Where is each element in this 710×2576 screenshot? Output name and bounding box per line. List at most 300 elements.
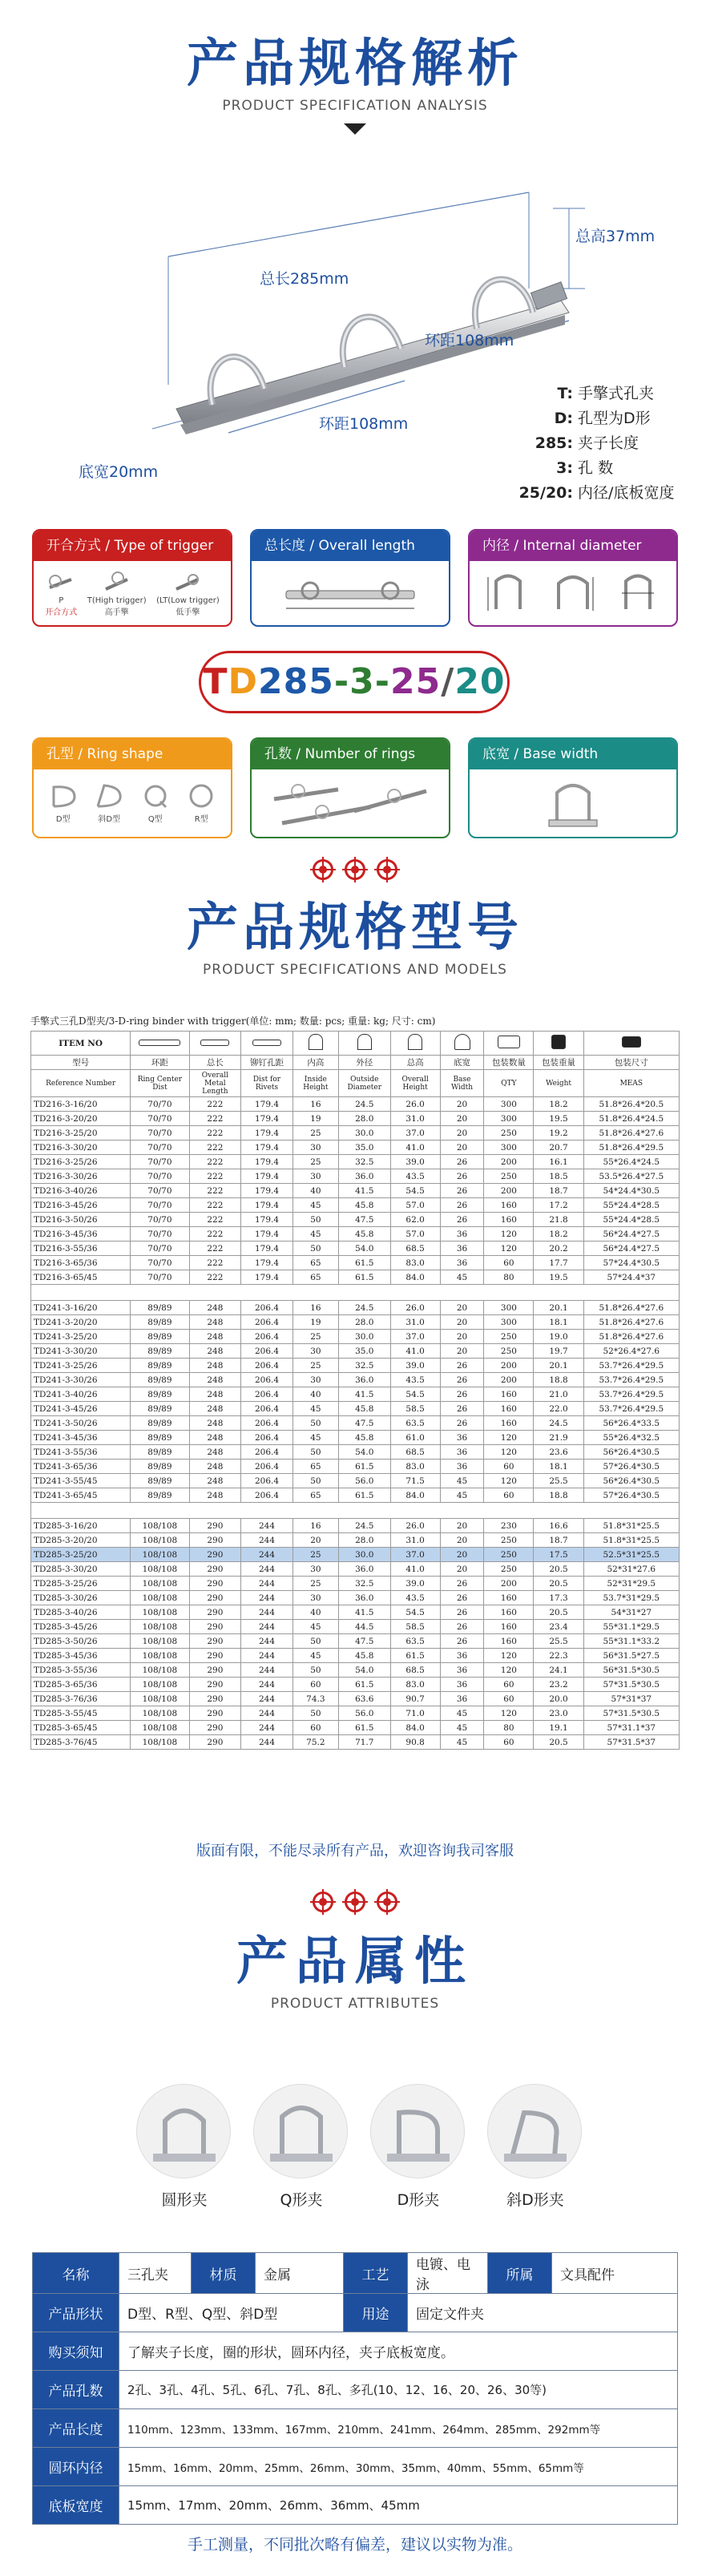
table-cell: 244 (241, 1649, 293, 1663)
table-cell: TD241-3-20/20 (31, 1315, 131, 1330)
table-cell: 108/108 (131, 1706, 189, 1721)
label-total-length: 总长285mm (260, 270, 349, 288)
table-cell: 43.5 (390, 1591, 440, 1605)
table-cell: 17.7 (534, 1256, 583, 1270)
table-cell: 179.4 (241, 1242, 293, 1256)
group-gap-row (31, 1285, 680, 1301)
table-cell: 200 (484, 1184, 534, 1198)
table-cell: TD241-3-45/36 (31, 1431, 131, 1445)
table-cell: 244 (241, 1706, 293, 1721)
table-cell: TD241-3-16/20 (31, 1301, 131, 1315)
table-cell: 61.0 (390, 1431, 440, 1445)
table-cell: 51.8*26.4*24.5 (583, 1112, 679, 1126)
table-cell: 206.4 (241, 1359, 293, 1373)
table-cell: 248 (189, 1387, 241, 1402)
table-cell: 20 (440, 1097, 484, 1112)
table-cell: 20.2 (534, 1242, 583, 1256)
table-cell: 244 (241, 1519, 293, 1533)
table-cell: TD241-3-65/45 (31, 1488, 131, 1503)
table-cell: 36 (440, 1227, 484, 1242)
table-cell: 63.6 (338, 1692, 390, 1706)
table-cell: 70/70 (131, 1242, 189, 1256)
table-cell: 70/70 (131, 1097, 189, 1112)
table-cell: 250 (484, 1344, 534, 1359)
table-cell: 89/89 (131, 1416, 189, 1431)
table-row (31, 1706, 680, 1721)
table-cell: 61.5 (338, 1678, 390, 1692)
code-rings: -3- (333, 661, 390, 702)
table-cell: 45 (440, 1474, 484, 1488)
table-cell: 300 (484, 1315, 534, 1330)
table-cell: 50 (292, 1663, 338, 1678)
table-row (31, 1402, 680, 1416)
table-cell: 108/108 (131, 1649, 189, 1663)
table-cell: 26 (440, 1591, 484, 1605)
section2-title: 产品规格型号 (187, 898, 523, 958)
table-cell: TD285-3-76/45 (31, 1735, 131, 1750)
table-cell: 18.1 (534, 1460, 583, 1474)
overall-length-box (250, 529, 450, 627)
table-cell: 250 (484, 1533, 534, 1548)
table-cell: 25 (292, 1126, 338, 1141)
table-cell: 31.0 (390, 1533, 440, 1548)
table-cell: 290 (189, 1735, 241, 1750)
table-cell: TD241-3-30/26 (31, 1373, 131, 1387)
trigger-p-icon (47, 570, 75, 594)
table-cell: 89/89 (131, 1460, 189, 1474)
table-cell: 244 (241, 1533, 293, 1548)
code-base: 20 (454, 661, 506, 702)
overall-length-label: 总长度 / Overall length (252, 531, 449, 561)
table-cell: TD285-3-76/36 (31, 1692, 131, 1706)
table-cell: 40 (292, 1387, 338, 1402)
table-cell: 45.8 (338, 1431, 390, 1445)
table-cell: 244 (241, 1678, 293, 1692)
table-cell: 290 (189, 1562, 241, 1577)
table-row (31, 1620, 680, 1634)
table-cell: 60 (484, 1735, 534, 1750)
table-cell: 28.0 (338, 1533, 390, 1548)
table-cell: 53.5*26.4*27.5 (583, 1169, 679, 1184)
table-cell: 89/89 (131, 1301, 189, 1315)
table-cell: 45 (292, 1431, 338, 1445)
table-cell: 108/108 (131, 1663, 189, 1678)
attr-row: 产品孔数 2孔、3孔、4孔、5孔、6孔、7孔、8孔、多孔(10、12、16、20、26、30等) (33, 2371, 678, 2409)
table-cell: 248 (189, 1315, 241, 1330)
table-cell: 36 (440, 1256, 484, 1270)
base-width-label: 底宽 / Base width (470, 739, 676, 769)
q-ring-icon (139, 782, 171, 810)
table-cell: 26 (440, 1169, 484, 1184)
table-cell: 26.0 (390, 1097, 440, 1112)
table-cell: 23.2 (534, 1678, 583, 1692)
table-cell: 89/89 (131, 1373, 189, 1387)
table-icon-row (31, 1032, 680, 1056)
table-cell: 290 (189, 1577, 241, 1591)
crosshair-icon (345, 859, 365, 880)
table-cell: 179.4 (241, 1270, 293, 1285)
table-cell: 244 (241, 1591, 293, 1605)
table-row (31, 1605, 680, 1620)
table-cell: 290 (189, 1533, 241, 1548)
ring-height-icon (549, 569, 597, 617)
table-cell: 83.0 (390, 1256, 440, 1270)
table-cell: 35.0 (338, 1141, 390, 1155)
shape-q: Q型 (139, 782, 171, 824)
table-cell: 41.0 (390, 1344, 440, 1359)
table-cell: TD285-3-55/45 (31, 1706, 131, 1721)
table-cell: 36 (440, 1431, 484, 1445)
slant-d-ring-image (487, 2084, 582, 2178)
table-cell: 57*31.5*30.5 (583, 1706, 679, 1721)
table-cell: 160 (484, 1416, 534, 1431)
table-cell: TD216-3-45/36 (31, 1227, 131, 1242)
table-row (31, 1460, 680, 1474)
rivet-icon (241, 1032, 293, 1056)
table-cell: 248 (189, 1373, 241, 1387)
table-cell: 54.5 (390, 1605, 440, 1620)
table-cell: 222 (189, 1256, 241, 1270)
table-cell: 248 (189, 1474, 241, 1488)
table-cell: 248 (189, 1445, 241, 1460)
table-cell: 28.0 (338, 1315, 390, 1330)
table-cell: 56*26.4*30.5 (583, 1474, 679, 1488)
label-base-width: 底宽20mm (79, 463, 159, 481)
table-cell: 36 (440, 1242, 484, 1256)
table-cell: 56.0 (338, 1706, 390, 1721)
table-cell: 80 (484, 1721, 534, 1735)
table-cell: 160 (484, 1198, 534, 1213)
crosshair-icon (313, 1892, 333, 1912)
table-cell: 89/89 (131, 1474, 189, 1488)
trigger-low-icon (174, 570, 201, 594)
table-header-cn: 型号 环距 总长 铆钉孔距 内高 外径 总高 底宽 包装数量 包装重量 包装尺寸 (31, 1056, 680, 1070)
table-cell: 58.5 (390, 1620, 440, 1634)
table-cell: 290 (189, 1591, 241, 1605)
table-cell: 61.5 (338, 1460, 390, 1474)
crosshair-icon (377, 1892, 397, 1912)
section3-subtitle: PRODUCT ATTRIBUTES (270, 1996, 440, 2012)
table-row (31, 1242, 680, 1256)
table-cell: 83.0 (390, 1460, 440, 1474)
table-row (31, 1445, 680, 1460)
spec-table-wrap (30, 1031, 680, 1750)
code-slash: / (441, 661, 455, 702)
table-cell: 18.2 (534, 1227, 583, 1242)
legend-item: 3: 孔 数 (556, 459, 614, 477)
ring-shape-label: 孔型 / Ring shape (34, 739, 231, 769)
table-cell: 222 (189, 1184, 241, 1198)
table-cell: 206.4 (241, 1387, 293, 1402)
table-cell: 25 (292, 1330, 338, 1344)
table-row (31, 1591, 680, 1605)
table-cell: TD285-3-25/20 (31, 1548, 131, 1562)
pitch-icon (131, 1032, 189, 1056)
shape-caption: Q形夹 (280, 2191, 323, 2209)
table-cell: 56.0 (338, 1474, 390, 1488)
table-cell: 16.1 (534, 1155, 583, 1169)
table-cell: 39.0 (390, 1155, 440, 1169)
table-cell: 179.4 (241, 1141, 293, 1155)
table-cell: 290 (189, 1678, 241, 1692)
table-cell: 60 (484, 1678, 534, 1692)
table-cell: 300 (484, 1097, 534, 1112)
table-cell: 179.4 (241, 1112, 293, 1126)
table-cell: 45 (292, 1198, 338, 1213)
table-cell: 290 (189, 1721, 241, 1735)
table-cell: 120 (484, 1431, 534, 1445)
table-cell: 19 (292, 1112, 338, 1126)
table-cell: 206.4 (241, 1344, 293, 1359)
table-cell: 36.0 (338, 1169, 390, 1184)
section2-header (0, 859, 710, 978)
table-row (31, 1198, 680, 1213)
table-cell: 248 (189, 1402, 241, 1416)
table-cell: 58.5 (390, 1402, 440, 1416)
table-cell: TD216-3-50/26 (31, 1213, 131, 1227)
table-cell: 16 (292, 1097, 338, 1112)
table-cell: 179.4 (241, 1256, 293, 1270)
table-cell: 45 (292, 1227, 338, 1242)
table-cell: 26 (440, 1387, 484, 1402)
table-cell: TD216-3-65/45 (31, 1270, 131, 1285)
table-cell: 40 (292, 1184, 338, 1198)
ring-width-icon (614, 569, 662, 617)
table-cell: 47.5 (338, 1416, 390, 1431)
table-cell: TD285-3-40/26 (31, 1605, 131, 1620)
table-row (31, 1315, 680, 1330)
table-cell: 56*26.4*33.5 (583, 1416, 679, 1431)
table-cell: 41.5 (338, 1184, 390, 1198)
table-cell: TD241-3-55/36 (31, 1445, 131, 1460)
legend-item: D: 孔型为D形 (554, 410, 651, 427)
table-cell: 206.4 (241, 1315, 293, 1330)
table-cell: 50 (292, 1474, 338, 1488)
table-cell: 53.7*26.4*29.5 (583, 1373, 679, 1387)
table-note: 版面有限，不能尽录所有产品，欢迎咨询我司客服 (196, 1843, 514, 1859)
table-cell: 230 (484, 1519, 534, 1533)
table-cell: 300 (484, 1112, 534, 1126)
table-cell: 36 (440, 1678, 484, 1692)
table-cell: 32.5 (338, 1155, 390, 1169)
section1-title: 产品规格解析 (187, 34, 523, 94)
table-cell: 20 (440, 1141, 484, 1155)
table-cell: 20 (440, 1330, 484, 1344)
table-row (31, 1359, 680, 1373)
table-caption: 手擎式三孔D型夹/3-D-ring binder with trigger(单位: mm; 数量: pcs; 重量: kg; 尺寸: cm) (30, 1015, 436, 1027)
table-cell: 120 (484, 1242, 534, 1256)
table-cell: 60 (484, 1488, 534, 1503)
table-cell: 45 (440, 1706, 484, 1721)
table-cell: 244 (241, 1620, 293, 1634)
table-cell: 41.0 (390, 1562, 440, 1577)
table-cell: 222 (189, 1242, 241, 1256)
table-cell: 21.8 (534, 1213, 583, 1227)
table-cell: 83.0 (390, 1678, 440, 1692)
table-cell: 53.7*31*29.5 (583, 1591, 679, 1605)
table-cell: 26.0 (390, 1301, 440, 1315)
table-cell: 120 (484, 1474, 534, 1488)
table-cell: 18.7 (534, 1533, 583, 1548)
table-cell: 200 (484, 1373, 534, 1387)
table-cell: 24.5 (338, 1519, 390, 1533)
table-cell: 120 (484, 1649, 534, 1663)
table-cell: 20 (440, 1301, 484, 1315)
table-cell: 26 (440, 1213, 484, 1227)
table-row (31, 1474, 680, 1488)
table-cell: 290 (189, 1649, 241, 1663)
table-cell: 36 (440, 1649, 484, 1663)
table-cell: TD241-3-55/45 (31, 1474, 131, 1488)
table-cell: 56*26.4*30.5 (583, 1445, 679, 1460)
table-cell: 36.0 (338, 1373, 390, 1387)
table-cell: 24.1 (534, 1663, 583, 1678)
legend (481, 382, 674, 506)
table-row (31, 1692, 680, 1706)
table-cell: 45 (292, 1649, 338, 1663)
table-cell: 108/108 (131, 1591, 189, 1605)
table-cell: 120 (484, 1445, 534, 1460)
table-row (31, 1270, 680, 1285)
table-cell: TD216-3-16/20 (31, 1097, 131, 1112)
table-cell: 50 (292, 1706, 338, 1721)
table-cell: 55*24.4*28.5 (583, 1213, 679, 1227)
table-cell: 31.0 (390, 1315, 440, 1330)
attributes-table (32, 2252, 678, 2525)
table-cell: 22.0 (534, 1402, 583, 1416)
table-cell: 222 (189, 1169, 241, 1184)
table-cell: 55*26.4*32.5 (583, 1431, 679, 1445)
table-cell: 250 (484, 1126, 534, 1141)
table-cell: 290 (189, 1692, 241, 1706)
table-cell: 108/108 (131, 1562, 189, 1577)
table-row (31, 1663, 680, 1678)
table-cell: TD285-3-55/36 (31, 1663, 131, 1678)
table-cell: 20 (440, 1344, 484, 1359)
table-cell: 120 (484, 1706, 534, 1721)
table-cell: TD241-3-45/26 (31, 1402, 131, 1416)
table-cell: 108/108 (131, 1519, 189, 1533)
table-cell: 244 (241, 1605, 293, 1620)
table-cell: 47.5 (338, 1634, 390, 1649)
table-cell: 26 (440, 1198, 484, 1213)
section3-title: 产品属性 (236, 1932, 474, 1992)
label-ring-pitch-2: 环距108mm (319, 415, 409, 433)
table-cell: 206.4 (241, 1402, 293, 1416)
table-cell: 50 (292, 1242, 338, 1256)
attr-row: 购买须知 了解夹子长度，圈的形状，圆环内径，夹子底板宽度。 (33, 2332, 678, 2371)
d-ring-image (370, 2084, 465, 2178)
table-cell: 84.0 (390, 1721, 440, 1735)
table-cell: 108/108 (131, 1605, 189, 1620)
table-cell: 30.0 (338, 1548, 390, 1562)
table-cell: 20 (440, 1126, 484, 1141)
crosshair-decoration (0, 1892, 710, 1912)
table-cell: 18.8 (534, 1373, 583, 1387)
table-cell: 206.4 (241, 1416, 293, 1431)
table-cell: 39.0 (390, 1359, 440, 1373)
shape-caption: 斜D形夹 (506, 2191, 564, 2209)
table-cell: 47.5 (338, 1213, 390, 1227)
table-cell: 71.5 (390, 1474, 440, 1488)
section3-header (0, 1892, 710, 2012)
table-row (31, 1634, 680, 1649)
table-cell: 206.4 (241, 1474, 293, 1488)
table-cell: 36 (440, 1692, 484, 1706)
table-cell: 50 (292, 1213, 338, 1227)
table-cell: 51.8*26.4*29.5 (583, 1141, 679, 1155)
table-cell: 55*26.4*24.5 (583, 1155, 679, 1169)
table-cell: 206.4 (241, 1431, 293, 1445)
table-cell: 56*24.4*27.5 (583, 1242, 679, 1256)
table-cell: 28.0 (338, 1112, 390, 1126)
table-cell: 56*31.5*30.5 (583, 1663, 679, 1678)
table-cell: 108/108 (131, 1721, 189, 1735)
table-cell: 23.4 (534, 1620, 583, 1634)
table-cell: 30.0 (338, 1126, 390, 1141)
table-cell: TD285-3-45/26 (31, 1620, 131, 1634)
table-row (31, 1126, 680, 1141)
table-cell: 65 (292, 1256, 338, 1270)
table-cell: 108/108 (131, 1692, 189, 1706)
table-cell: 160 (484, 1387, 534, 1402)
ring-shape-box (32, 737, 232, 838)
table-cell: 244 (241, 1692, 293, 1706)
table-cell: 45 (440, 1488, 484, 1503)
table-cell: 26 (440, 1634, 484, 1649)
table-cell: 24.5 (338, 1301, 390, 1315)
table-cell: 54.0 (338, 1663, 390, 1678)
trigger-type-box (32, 529, 232, 627)
table-cell: 60 (484, 1692, 534, 1706)
table-cell: 108/108 (131, 1577, 189, 1591)
table-cell: 222 (189, 1270, 241, 1285)
table-cell: 32.5 (338, 1359, 390, 1373)
table-cell: 53.7*26.4*29.5 (583, 1359, 679, 1373)
table-cell: 62.0 (390, 1213, 440, 1227)
table-cell: 200 (484, 1577, 534, 1591)
table-cell: 51.8*26.4*20.5 (583, 1097, 679, 1112)
table-cell: 19.2 (534, 1126, 583, 1141)
number-of-rings-box (250, 737, 450, 838)
table-cell: 17.2 (534, 1198, 583, 1213)
table-cell: 52*31*29.5 (583, 1577, 679, 1591)
table-cell: 222 (189, 1198, 241, 1213)
table-cell: 89/89 (131, 1431, 189, 1445)
table-cell: 20.1 (534, 1301, 583, 1315)
table-cell: 55*31.1*33.2 (583, 1634, 679, 1649)
table-cell: 54.0 (338, 1242, 390, 1256)
table-cell: 206.4 (241, 1445, 293, 1460)
table-cell: 70/70 (131, 1126, 189, 1141)
table-row (31, 1678, 680, 1692)
section1-subtitle: PRODUCT SPECIFICATION ANALYSIS (222, 98, 488, 114)
table-row (31, 1387, 680, 1402)
table-cell: 108/108 (131, 1533, 189, 1548)
table-cell: 57.0 (390, 1227, 440, 1242)
table-cell: 19.7 (534, 1344, 583, 1359)
legend-item: T: 手擎式孔夹 (557, 385, 655, 402)
table-row (31, 1533, 680, 1548)
table-cell: 179.4 (241, 1155, 293, 1169)
multi-ring-binders-icon (266, 775, 434, 831)
table-cell: 20.7 (534, 1141, 583, 1155)
table-cell: 45.8 (338, 1649, 390, 1663)
table-cell: 54.5 (390, 1184, 440, 1198)
table-cell: TD285-3-65/36 (31, 1678, 131, 1692)
table-cell: 57*31.5*30.5 (583, 1678, 679, 1692)
table-cell: 24.5 (338, 1097, 390, 1112)
